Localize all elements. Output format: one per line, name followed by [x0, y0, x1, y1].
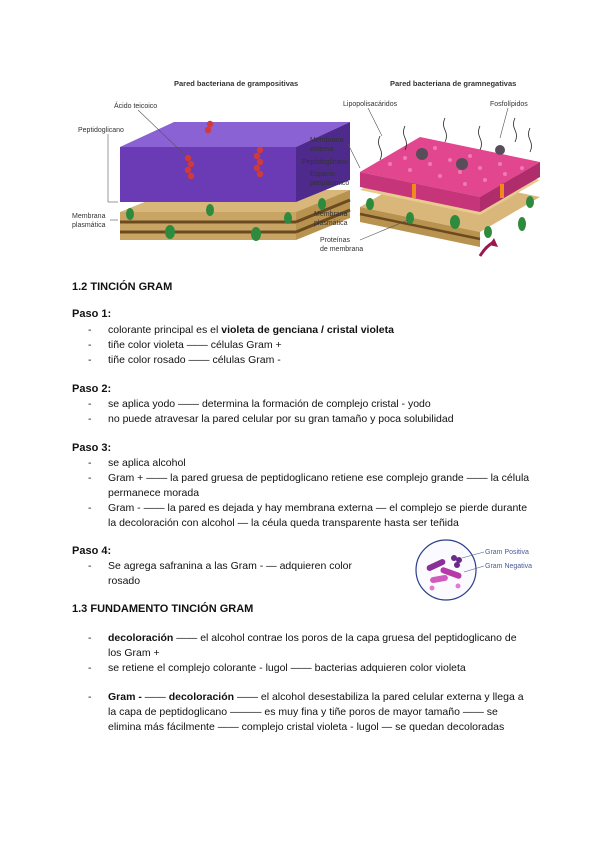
- paso-4-title: Paso 4:: [72, 545, 112, 557]
- label-espacio-2: periplásmico: [310, 180, 350, 187]
- legend-gram-positiva: Gram Positiva: [485, 549, 529, 556]
- list-item: - colorante principal es el violeta de genciana / cristal violeta: [72, 323, 532, 338]
- section-heading-fundamento: 1.3 FUNDAMENTO TINCIÓN GRAM: [72, 603, 254, 615]
- paso-1-title: Paso 1:: [72, 308, 112, 320]
- fundamento-list-1: [72, 631, 532, 676]
- section-heading-tincion-gram: 1.2 TINCIÓN GRAM: [72, 281, 173, 293]
- label-membrana-plasmatica-neg-1: Membrana: [314, 211, 348, 218]
- cell-wall-diagram: [60, 72, 550, 262]
- paso-3-list: [72, 456, 532, 531]
- paso-4-list: [72, 559, 382, 589]
- title-gram-negative: Pared bacteriana de gramnegativas: [390, 79, 517, 88]
- list-item: - se retiene el complejo colorante - lugol —— bacterias adquieren color violeta: [72, 661, 532, 676]
- list-item: - tiñe color violeta —— células Gram +: [72, 338, 532, 353]
- label-membrana-plasmatica-2: plasmática: [72, 222, 106, 229]
- label-membrana-externa-1: Membrana: [310, 137, 344, 144]
- label-peptidoglicano: Peptidoglicano: [78, 127, 124, 134]
- label-peptidoglicano-neg: Peptidoglicano: [302, 159, 348, 166]
- label-lipopolisacaridos: Lipopolisacáridos: [343, 101, 398, 108]
- list-item: - se aplica alcohol: [72, 456, 532, 471]
- list-item: - no puede atravesar la pared celular por su gran tamaño y poca solubilidad: [72, 412, 532, 427]
- gram-negative-wall: [360, 118, 540, 256]
- label-proteinas-1: Proteínas: [320, 237, 350, 244]
- label-membrana-plasmatica-1: Membrana: [72, 213, 106, 220]
- label-membrana-externa-2: externa: [310, 146, 334, 153]
- label-fosfolipidos: Fosfolípidos: [490, 101, 528, 108]
- paso-3-title: Paso 3:: [72, 442, 112, 454]
- paso-2-list: [72, 397, 532, 427]
- fundamento-list-2: [72, 690, 532, 735]
- label-espacio-1: Espacio: [310, 171, 335, 178]
- label-proteinas-2: de membrana: [320, 246, 364, 253]
- label-acido-teicoico: Ácido teicoico: [114, 103, 158, 110]
- paso-2-title: Paso 2:: [72, 383, 112, 395]
- list-item: - se aplica yodo —— determina la formación de complejo cristal - yodo: [72, 397, 532, 412]
- list-item: - Gram - —— la pared es dejada y hay membrana externa — el complejo se pierde durante la decoloración con alcohol — la céula queda transparente hasta ser teñida: [72, 501, 532, 531]
- label-membrana-plasmatica-neg-2: plasmática: [314, 220, 348, 227]
- paso-1-list: [72, 323, 532, 368]
- gram-legend-figure: [410, 538, 552, 604]
- list-item: - Se agrega safranina a las Gram - — adquieren color rosado: [72, 559, 382, 589]
- legend-gram-negativa: Gram Negativa: [485, 563, 533, 570]
- title-gram-positive: Pared bacteriana de grampositivas: [174, 79, 299, 88]
- list-item: - tiñe color rosado —— células Gram -: [72, 353, 532, 368]
- list-item: - decoloración —— el alcohol contrae los poros de la capa gruesa del peptidoglicano de los Gram +: [72, 631, 532, 661]
- list-item: - Gram - —— decoloración —— el alcohol desestabiliza la pared celular externa y llega a la capa de peptidoglicano ——— es muy fina y tiñe poros de mayor tamaño —— se elimina más fácilmente —— complejo cristal violeta - lugol — se quedan decoloradas: [72, 690, 532, 735]
- list-item: - Gram + —— la pared gruesa de peptidoglicano retiene ese complejo grande —— la célula permanece morada: [72, 471, 532, 501]
